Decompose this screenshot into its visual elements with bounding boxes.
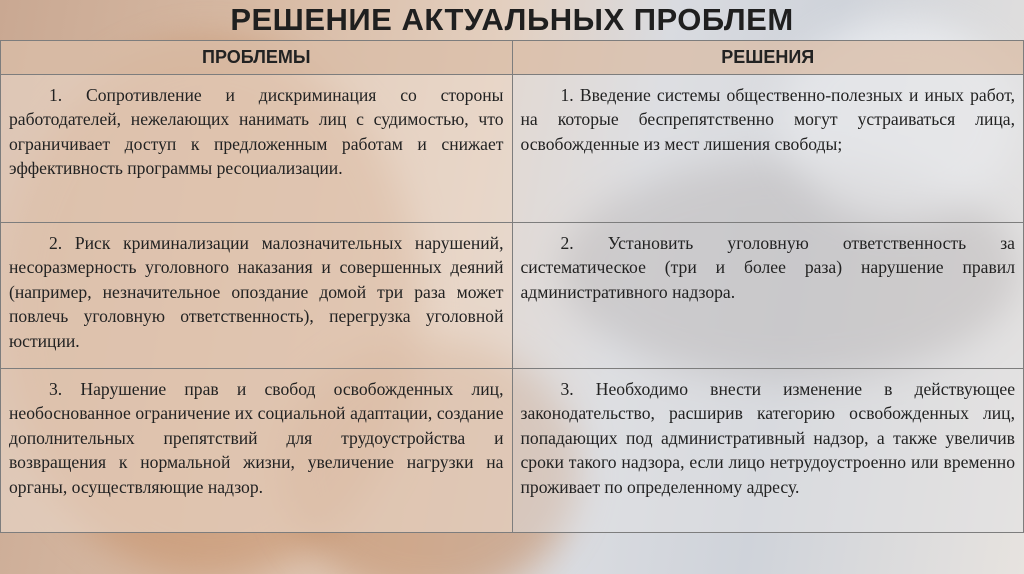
header-solutions: РЕШЕНИЯ [512, 41, 1024, 75]
problem-cell: 1. Сопротивление и дискриминация со стороны работодателей, нежелающих нанимать лиц с судимостью, что ограничивает доступ к предложенным работам и снижает эффективность программы ресоциализации. [1, 75, 513, 223]
problem-cell: 2. Риск криминализации малозначительных нарушений, несоразмерность уголовного наказания и совершенных деяний (например, незначительное опоздание домой три раза может повлечь уголовную ответственность), перегрузка уголовной юстиции. [1, 223, 513, 369]
table-header-row [1, 41, 1024, 75]
slide-title: РЕШЕНИЕ АКТУАЛЬНЫХ ПРОБЛЕМ [230, 2, 794, 37]
table-row [1, 75, 1024, 223]
table-row [1, 369, 1024, 533]
problem-cell: 3. Нарушение прав и свобод освобожденных лиц, необоснованное ограничение их социальной адаптации, создание дополнительных препятствий для трудоустройства и возвращения к нормальной жизни, увеличение нагрузки на органы, осуществляющие надзор. [1, 369, 513, 533]
solution-cell: 3. Необходимо внести изменение в действующее законодательство, расширив категорию освобожденных лиц, попадающих под административный надзор, а также увеличив сроки такого надзора, если лицо нетрудоустроенно или временно проживает по определенному адресу. [512, 369, 1024, 533]
table-row [1, 223, 1024, 369]
problems-solutions-table [0, 40, 1024, 533]
solution-cell: 2. Установить уголовную ответственность за систематическое (три и более раза) нарушение правил административного надзора. [512, 223, 1024, 369]
solution-cell: 1. Введение системы общественно-полезных и иных работ, на которые беспрепятственно могут устраиваться лица, освобожденные из мест лишения свободы; [512, 75, 1024, 223]
header-problems: ПРОБЛЕМЫ [1, 41, 513, 75]
